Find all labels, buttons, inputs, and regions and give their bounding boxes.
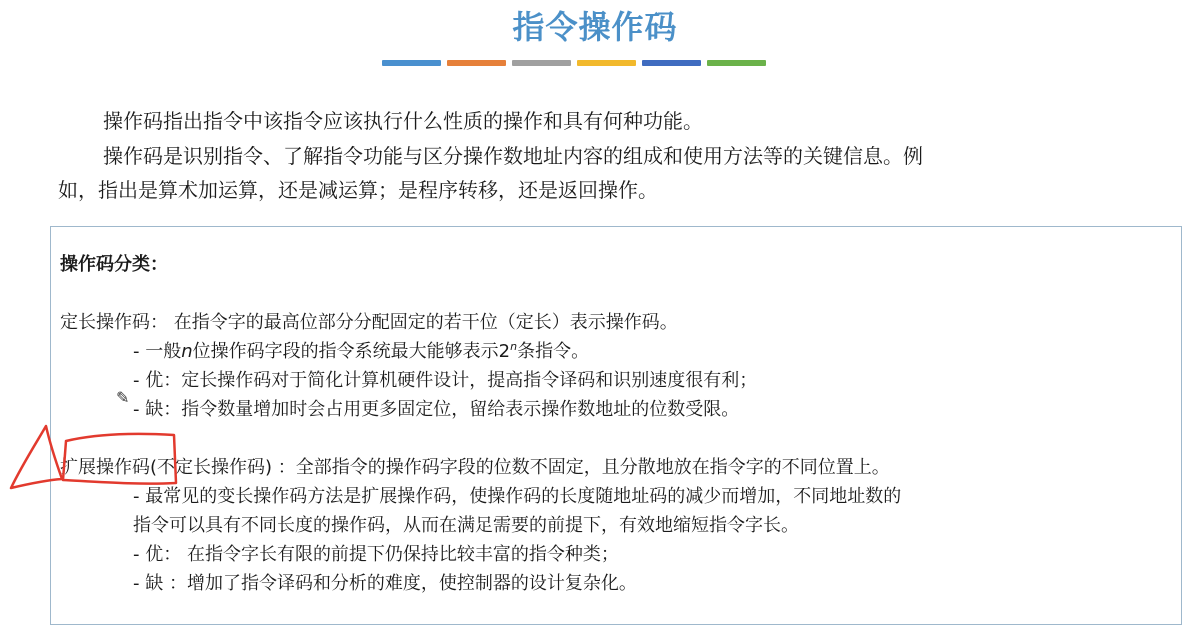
fixed-item-1-variable: n bbox=[181, 341, 193, 362]
fixed-item-1-middle: 位操作码字段的指令系统最大能够表示2 bbox=[192, 341, 511, 362]
slide-title: 指令操作码 bbox=[512, 8, 678, 46]
accent-stripe bbox=[512, 60, 571, 66]
classification-heading: 操作码分类： bbox=[60, 254, 168, 275]
extended-opcode-item-1-line-1: - 最常见的变长操作码方法是扩展操作码，使操作码的长度随地址码的减少而增加，不同地址数的 bbox=[133, 486, 902, 507]
accent-stripe bbox=[382, 60, 441, 66]
extended-opcode-label: 扩展操作码 bbox=[60, 457, 150, 478]
fixed-item-1-suffix: 条指令。 bbox=[517, 341, 590, 362]
extended-opcode-description: (不定长操作码) ：全部指令的操作码字段的位数不固定，且分散地放在指令字的不同位置上。 bbox=[150, 457, 890, 478]
accent-stripes bbox=[382, 60, 766, 66]
intro-line-3: 如，指出是算术加运算，还是减运算；是程序转移，还是返回操作。 bbox=[58, 178, 658, 202]
extended-opcode-con: - 缺 ：增加了指令译码和分析的难度，使控制器的设计复杂化。 bbox=[133, 573, 637, 594]
accent-stripe bbox=[707, 60, 766, 66]
pencil-icon: ✎ bbox=[116, 388, 130, 407]
fixed-opcode-pro: - 优：定长操作码对于简化计算机硬件设计，提高指令译码和识别速度很有利； bbox=[133, 370, 758, 391]
extended-opcode-item-1-line-2: 指令可以具有不同长度的操作码，从而在满足需要的前提下，有效地缩短指令字长。 bbox=[133, 515, 799, 536]
fixed-item-1-prefix: - 一般 bbox=[133, 341, 182, 362]
extended-opcode-pro: - 优： 在指令字长有限的前提下仍保持比较丰富的指令种类； bbox=[133, 544, 619, 565]
accent-stripe bbox=[577, 60, 636, 66]
fixed-item-1-exponent: n bbox=[510, 340, 518, 353]
fixed-opcode-definition: 定长操作码： 在指令字的最高位部分分配固定的若干位（定长）表示操作码。 bbox=[60, 312, 678, 333]
accent-stripe bbox=[642, 60, 701, 66]
fixed-opcode-con: - 缺：指令数量增加时会占用更多固定位，留给表示操作数地址的位数受限。 bbox=[133, 399, 740, 420]
intro-line-1: 操作码指出指令中该指令应该执行什么性质的操作和具有何种功能。 bbox=[103, 109, 703, 133]
fixed-opcode-item-1 bbox=[133, 337, 589, 363]
intro-line-2: 操作码是识别指令、了解指令功能与区分操作数地址内容的组成和使用方法等的关键信息。例 bbox=[103, 144, 923, 168]
extended-opcode-definition bbox=[60, 453, 890, 479]
accent-stripe bbox=[447, 60, 506, 66]
